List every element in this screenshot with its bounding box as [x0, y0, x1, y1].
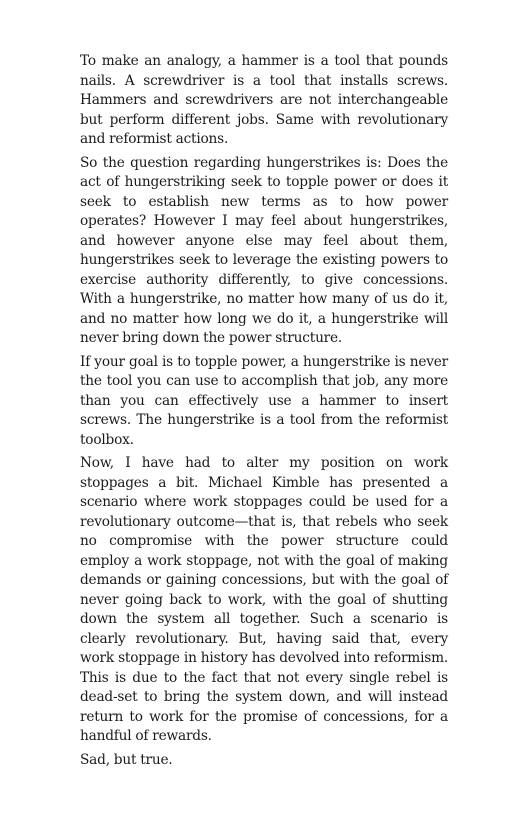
paragraph-topple-power: If your goal is to topple power, a hungerstrike is never the tool you can use to accomplish that job, any more than you can effectively use a hammer to insert screws. The hungerstrike is a tool from the reformist toolbox.	[80, 353, 448, 448]
paragraph-closing: Sad, but true.	[80, 751, 173, 768]
paragraph-hungerstrike-question: So the question regarding hungerstrikes is: Does the act of hungerstriking seek to topple power or does it seek to establish new terms as to how power operates? However I may feel about hungerstrikes, and however anyone else may feel about them, hungerstrikes seek to leverage the existing powers to exercise authority differently, to give concessions. With a hungerstrike, no matter how many of us do it, and no matter how long we do it, a hungerstrike will never bring down the power structure.	[80, 154, 448, 346]
paragraph-hammer-analogy: To make an analogy, a hammer is a tool that pounds nails. A screwdriver is a tool that installs screws. Hammers and screwdrivers are not interchangeable but perform different jobs. Same with revolutionary and reformist actions.	[80, 53, 448, 147]
document-body	[80, 52, 448, 774]
paragraph-work-stoppages: Now, I have had to alter my position on work stoppages a bit. Michael Kimble has presented a scenario where work stoppages could be used for a revolutionary outcome—that is, that rebels who seek no compromise with the power structure could employ a work stoppage, not with the goal of making demands or gaining concessions, but with the goal of never going back to work, with the goal of shutting down the system all together. Such a scenario is clearly revolutionary. But, having said that, every work stoppage in history has devolved into reformism. This is due to the fact that not every single rebel is dead-set to bring the system down, and will instead return to work for the promise of concessions, for a handful of rewards.	[80, 455, 448, 744]
